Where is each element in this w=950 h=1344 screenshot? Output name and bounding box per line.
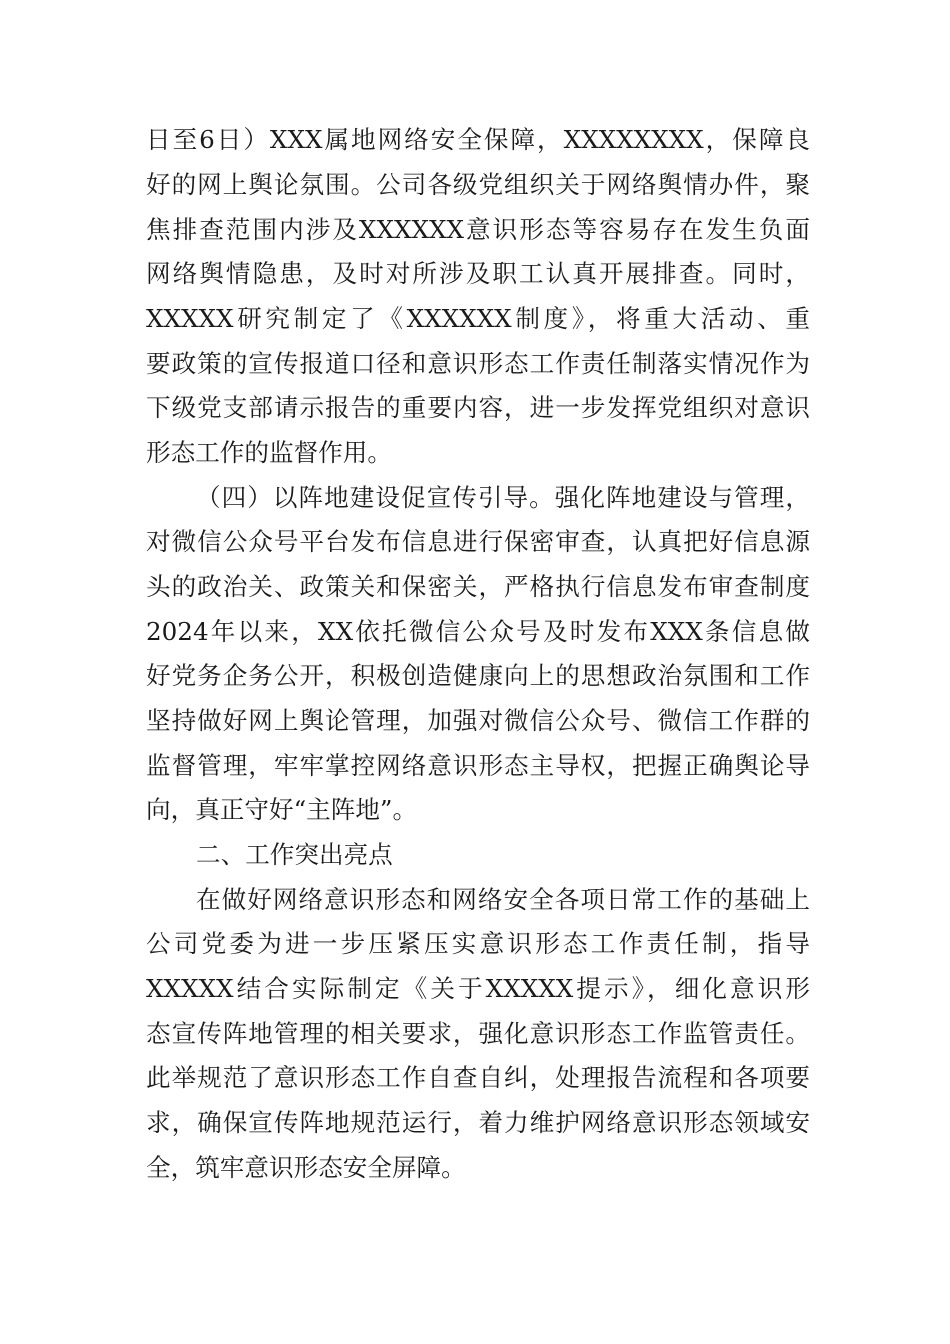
text-line: （四）以阵地建设促宣传引导。强化阵地建设与管理，: [196, 483, 810, 512]
text-line: 对微信公众号平台发布信息进行保密审查，认真把好信息源: [146, 527, 810, 556]
text-line: 下级党支部请示报告的重要内容，进一步发挥党组织对意识: [146, 393, 810, 422]
text-line: 要政策的宣传报道口径和意识形态工作责任制落实情况作为: [146, 349, 810, 378]
text-line: 好的网上舆论氛围。公司各级党组织关于网络舆情办件，聚: [146, 170, 810, 199]
text-line: XXXXX结合实际制定《关于XXXXX提示》，细化意识形: [146, 974, 810, 1003]
text-line: 公司党委为进一步压紧压实意识形态工作责任制，指导: [146, 929, 810, 958]
text-line: 好党务企务公开，积极创造健康向上的思想政治氛围和工作: [146, 661, 810, 690]
text-line: 监督管理，牢牢掌控网络意识形态主导权，把握正确舆论导: [146, 751, 810, 780]
text-line: 此举规范了意识形态工作自查自纠，处理报告流程和各项要: [146, 1063, 810, 1092]
text-line: 2024年以来，XX依托微信公众号及时发布XXX条信息做: [146, 617, 810, 646]
text-line: 头的政治关、政策关和保密关，严格执行信息发布审查制度: [146, 572, 810, 601]
text-line: 求，确保宣传阵地规范运行，着力维护网络意识形态领域安: [146, 1108, 810, 1137]
section-heading: 二、工作突出亮点: [196, 840, 393, 869]
text-line: 坚持做好网上舆论管理，加强对微信公众号、微信工作群的: [146, 706, 810, 735]
text-line: 向，真正守好“主阵地”。: [146, 795, 418, 824]
text-line: 全，筑牢意识形态安全屏障。: [146, 1153, 466, 1182]
text-line: 态宣传阵地管理的相关要求，强化意识形态工作监管责任。: [146, 1019, 810, 1048]
text-line: 日至6日）XXX属地网络安全保障，XXXXXXXX，保障良: [146, 125, 810, 154]
text-line: 焦排查范围内涉及XXXXXX意识形态等容易存在发生负面: [146, 215, 810, 244]
text-line: 网络舆情隐患，及时对所涉及职工认真开展排查。同时，: [146, 259, 810, 288]
text-line: 形态工作的监督作用。: [146, 438, 392, 467]
text-line: 在做好网络意识形态和网络安全各项日常工作的基础上: [196, 885, 810, 914]
text-line: XXXXX研究制定了《XXXXXX制度》，将重大活动、重: [146, 304, 810, 333]
